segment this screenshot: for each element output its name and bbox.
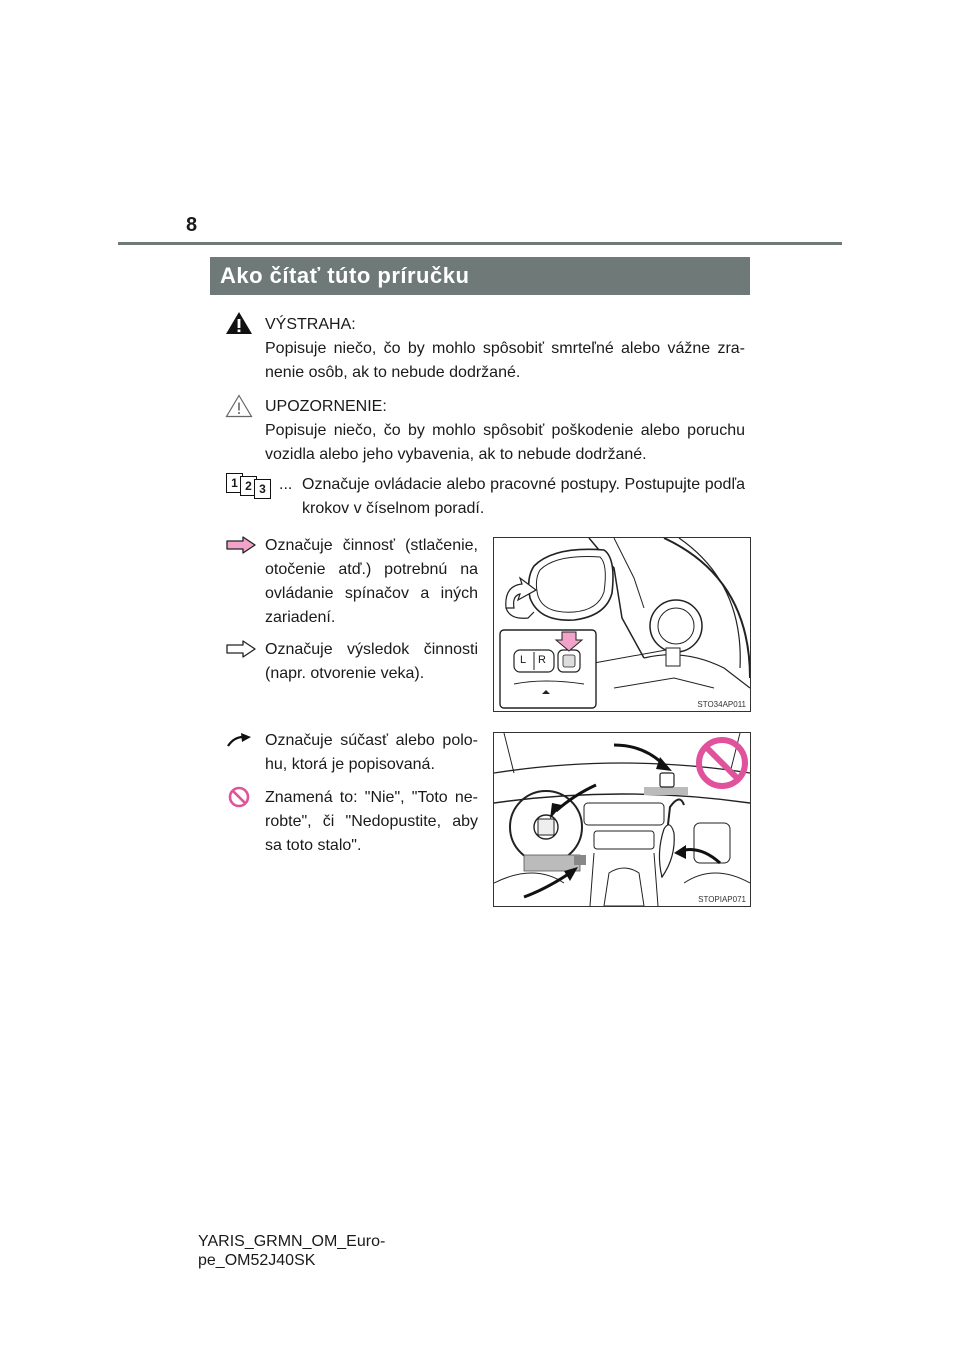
interior-figure	[493, 732, 751, 907]
steps-ellipsis: ...	[279, 476, 293, 493]
result-text: Označuje výsledok činnosti (napr. otvorenie veka).	[265, 641, 478, 682]
page-number: 8	[186, 214, 198, 236]
steps-text: Označuje ovládacie alebo pracovné postupy. Postupujte podľa krokov v číselnom poradí.	[302, 476, 745, 517]
step-badge-3: 3	[254, 479, 271, 499]
step-number-badge	[226, 473, 276, 497]
step-badge-2: 2	[240, 476, 257, 496]
figure-code: STO34AP011	[697, 700, 746, 709]
switch-label-right: R	[538, 654, 546, 666]
prohibited-text: Znamená to: "Nie", "Toto ne-robte", či "Nedopustite, aby sa toto stalo".	[265, 789, 478, 854]
warning-icon	[225, 311, 253, 335]
warning-title: VÝSTRAHA:	[265, 316, 356, 333]
mirror-illustration	[494, 538, 750, 711]
figure-code: STOPIAP071	[698, 895, 746, 904]
notice-text: Popisuje niečo, čo by mohlo spôsobiť poškodenie alebo poruchu vozidla alebo jeho vybavenia, ak to nebude dodržané.	[265, 422, 745, 463]
caution-icon	[225, 394, 253, 418]
notice-block	[265, 395, 745, 467]
component-pointer-icon	[226, 732, 252, 748]
step-badge-1: 1	[226, 473, 243, 493]
notice-title: UPOZORNENIE:	[265, 398, 387, 415]
component-text: Označuje súčasť alebo polo-hu, ktorá je popisovaná.	[265, 732, 478, 773]
warning-text: Popisuje niečo, čo by mohlo spôsobiť smrteľné alebo vážne zra-nenie osôb, ak to nebude dodržané.	[265, 340, 745, 381]
document-code	[198, 1232, 385, 1270]
action-arrow-icon	[226, 536, 256, 554]
interior-illustration	[494, 733, 750, 906]
prohibited-icon	[228, 786, 250, 808]
section-title: Ako čítať túto príručku	[210, 257, 750, 295]
switch-label-left: L	[520, 654, 527, 666]
action-text: Označuje činnosť (stlačenie, otočenie atď.) potrebnú na ovládanie spínačov a iných zariadení.	[265, 537, 478, 626]
warning-block	[265, 313, 745, 385]
mirror-adjust-figure	[493, 537, 751, 712]
header-rule	[118, 242, 842, 245]
footer-line-2: pe_OM52J40SK	[198, 1252, 316, 1269]
result-arrow-icon	[226, 640, 256, 658]
footer-line-1: YARIS_GRMN_OM_Euro-	[198, 1233, 386, 1250]
